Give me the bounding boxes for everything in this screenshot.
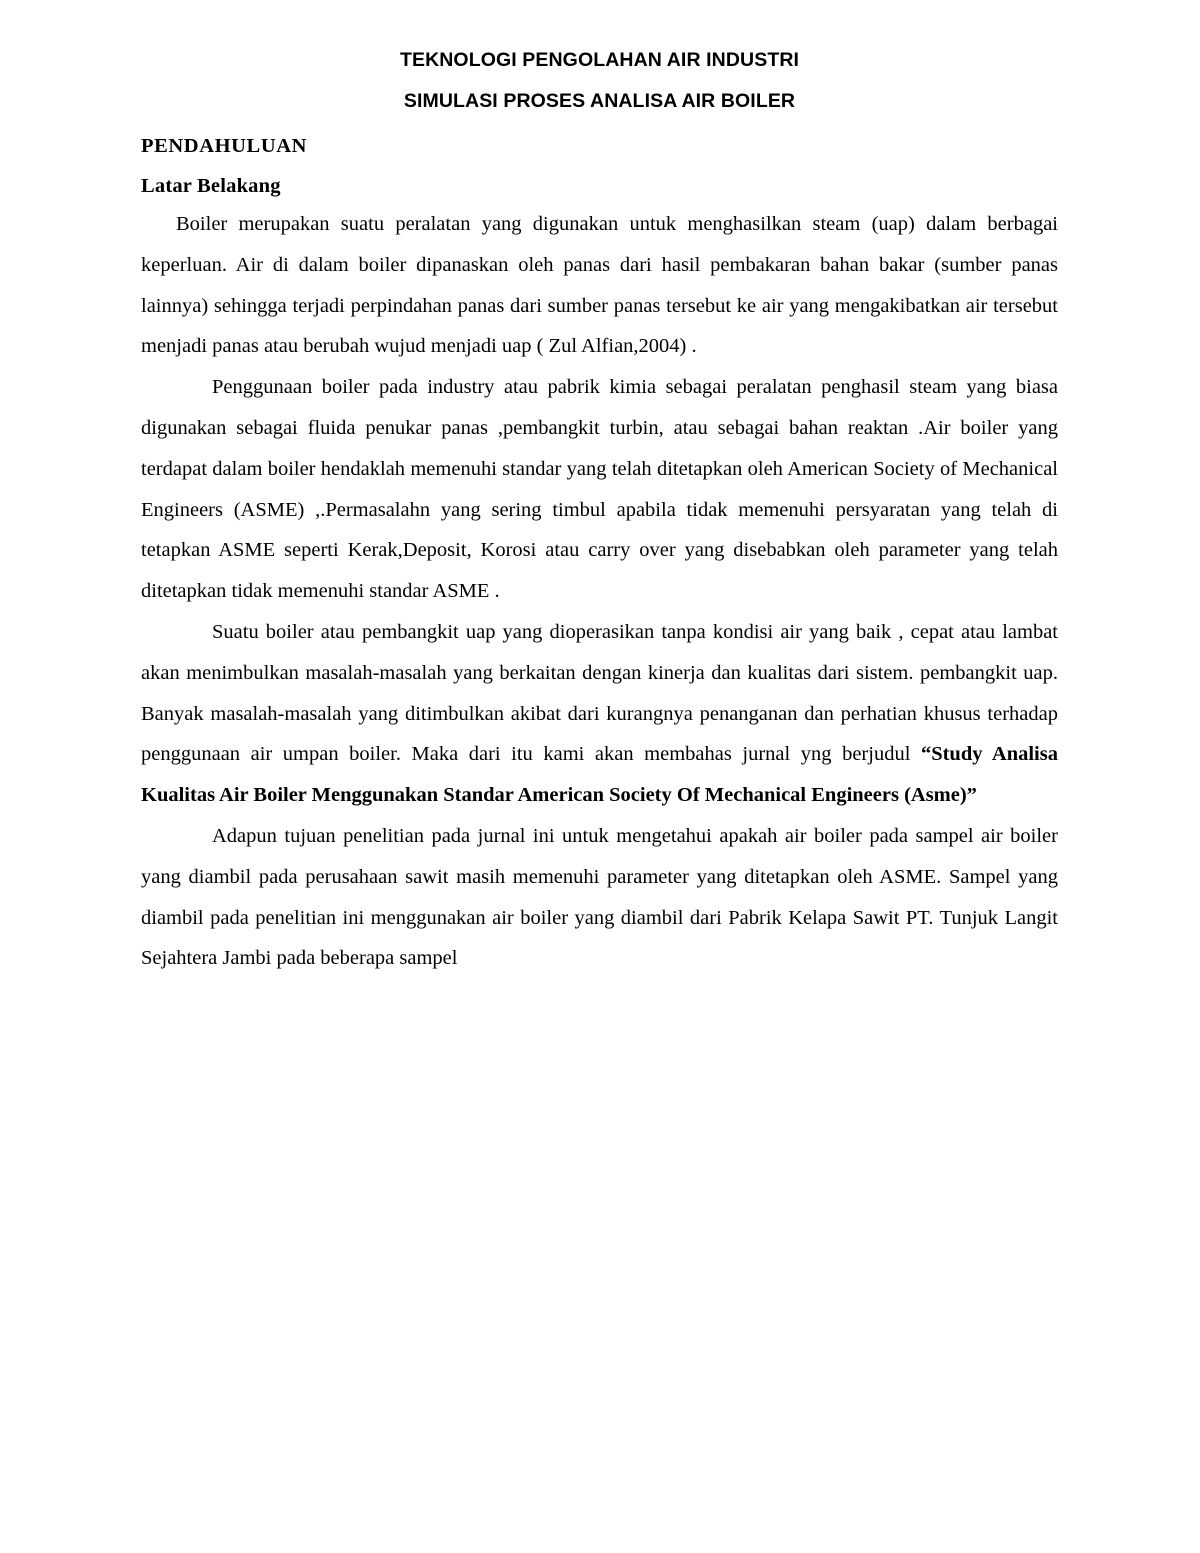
paragraph-3-text: Suatu boiler atau pembangkit uap yang dioperasikan tanpa kondisi air yang baik , cepat atau lambat akan menimbulkan masalah-masalah yang berkaitan dengan kinerja dan kualitas dari sistem. pembangkit uap. Banyak masalah-masalah yang ditimbulkan akibat dari kurangnya penanganan dan perhatian khusus terhadap penggunaan air umpan boiler. Maka dari itu kami akan membahas jurnal yng berjudul xyxy=(141,620,1058,766)
document-subtitle: SIMULASI PROSES ANALISA AIR BOILER xyxy=(403,90,796,112)
journal-title: “Study Analisa Kualitas Air Boiler Menggunakan Standar American Society Of Mechanical Engineers (Asme)” xyxy=(141,743,1058,807)
paragraph-2: Penggunaan boiler pada industry atau pabrik kimia sebagai peralatan penghasil steam yang biasa digunakan sebagai fluida penukar panas ,pembangkit turbin, atau sebagai bahan reaktan .Air boiler yang terdapat dalam boiler hendaklah memenuhi standar yang telah ditetapkan oleh American Society of Mechanical Engineers (ASME) ,.Permasalahn yang sering timbul apabila tidak memenuhi persyaratan yang telah di tetapkan ASME seperti Kerak,Deposit, Korosi atau carry over yang disebabkan oleh parameter yang telah ditetapkan tidak memenuhi standar ASME . xyxy=(141,376,1058,603)
document-body xyxy=(141,42,1058,979)
paragraph-1: Boiler merupakan suatu peralatan yang digunakan untuk menghasilkan steam (uap) dalam berbagai keperluan. Air di dalam boiler dipanaskan oleh panas dari hasil pembakaran bahan bakar (sumber panas lainnya) sehingga terjadi perpindahan panas dari sumber panas tersebut ke air yang mengakibatkan air tersebut menjadi panas atau berubah wujud menjadi uap ( Zul Alfian,2004) . xyxy=(141,213,1058,358)
section-heading: PENDAHULUAN xyxy=(141,135,308,157)
document-title: TEKNOLOGI PENGOLAHAN AIR INDUSTRI xyxy=(399,49,800,71)
paragraph-4: Adapun tujuan penelitian pada jurnal ini untuk mengetahui apakah air boiler pada sampel air boiler yang diambil pada perusahaan sawit masih memenuhi parameter yang ditetapkan oleh ASME. Sampel yang diambil pada penelitian ini menggunakan air boiler yang diambil dari Pabrik Kelapa Sawit PT. Tunjuk Langit Sejahtera Jambi pada beberapa sampel xyxy=(141,824,1058,970)
subsection-heading: Latar Belakang xyxy=(141,175,281,197)
paragraph-3 xyxy=(141,612,1058,816)
